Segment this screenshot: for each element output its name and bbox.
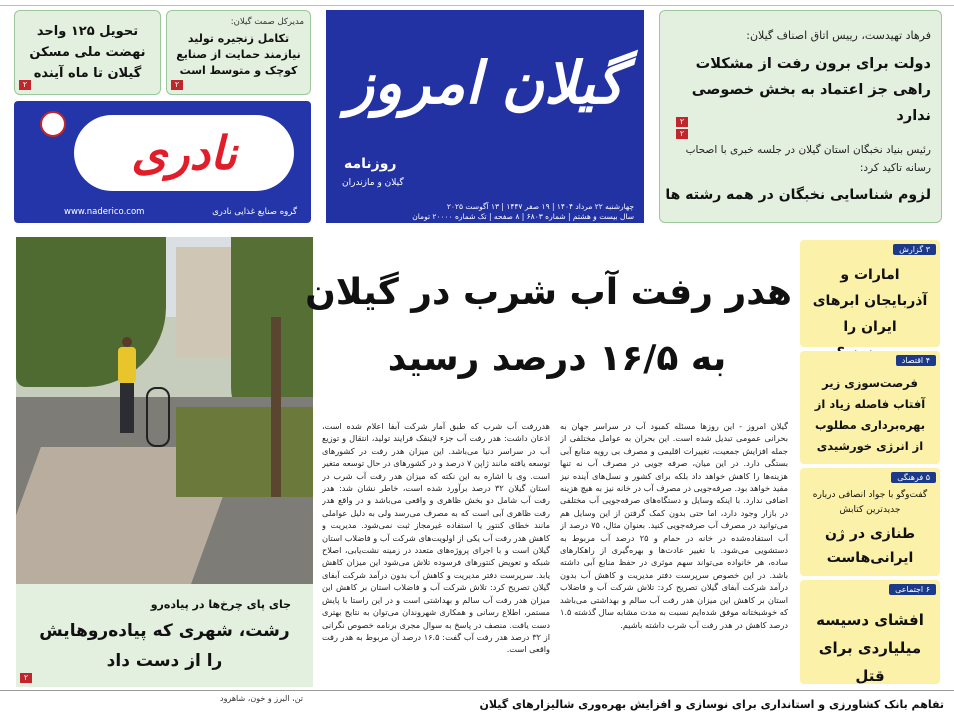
sidebar-economy-title: فرصت‌سوزی زیر آفتاب فاصله زیاد از بهره‌برداری مطلوب از انرژی خورشیدی <box>814 376 926 453</box>
photo-kicker: جای پای چرخ‌ها در پیاده‌رو <box>150 598 291 611</box>
sidebar-economy[interactable] <box>800 351 940 464</box>
top-border <box>0 0 954 6</box>
sidebar-social-title: افشای دسیسه میلیاردی برای قتل <box>816 611 924 685</box>
masthead-logo: گیلان امروز <box>346 49 624 117</box>
guild-kicker: فرهاد تهیدست، رییس اتاق اصناف گیلان: <box>746 29 931 42</box>
photo-person <box>114 337 140 437</box>
masthead-issue: سال بیست و هشتم | شماره ۶۸۰۳ | ۸ صفحه | تک شماره ۲۰۰۰۰ تومان <box>412 212 634 221</box>
photo-grass <box>176 407 313 497</box>
teaser-housing-title: تحویل ۱۲۵ واحد نهضت ملی مسکن گیلان تا ماه آینده <box>29 24 146 81</box>
sidebar-economy-label: ۴ اقتصاد <box>896 355 936 366</box>
masthead-region: گیلان و مازندران <box>342 178 404 188</box>
headline-line1: هدر رفت آب شرب در گیلان <box>305 272 792 313</box>
footer-right[interactable]: تفاهم بانک کشاورزی و استانداری برای نوسازی و افزایش بهره‌وری شالیزارهای گیلان <box>479 698 944 711</box>
ad-brand: نادری <box>74 115 294 191</box>
masthead-subtitle: روزنامه <box>344 156 397 172</box>
headline[interactable] <box>305 260 792 400</box>
ad-logo-badge <box>40 111 66 137</box>
sidebar-social-label: ۶ اجتماعی <box>889 584 936 595</box>
footer-left: تن، البرز و خون، شاهرود <box>220 694 304 703</box>
guild-title: دولت برای برون رفت از مشکلات راهی جز اعتماد به بخش خصوصی ندارد <box>691 56 931 124</box>
page-ref: ۲ <box>676 117 688 127</box>
elite-kicker: رئیس بنیاد نخبگان استان گیلان در جلسه خبری با اصحاب رسانه تاکید کرد: <box>685 144 931 174</box>
sidebar-social[interactable] <box>800 580 940 684</box>
photo-trees-left <box>16 237 166 387</box>
teaser-guild[interactable] <box>659 10 942 223</box>
teaser-industry[interactable] <box>166 10 311 95</box>
page-ref: ۲ <box>19 80 31 90</box>
sidebar-report-title: امارات و آذربایجان ابرهای ایران را <box>812 267 928 335</box>
page-ref: ۲ <box>171 80 183 90</box>
photo-tree-trunk <box>271 317 281 497</box>
photo-caption: رشت، شهری که پیاده‌روهایش را از دست داد <box>39 621 290 671</box>
ad-url: www.naderico.com <box>64 207 145 217</box>
footer-divider <box>0 690 954 691</box>
masthead <box>326 10 644 223</box>
ad-naderi[interactable] <box>14 101 311 223</box>
elite-title: لزوم شناسایی نخبگان در همه رشته ها <box>665 187 931 203</box>
teaser-industry-kicker: مدیرکل صمت گیلان: <box>230 17 304 27</box>
masthead-dateline: چهارشنبه ۲۲ مرداد ۱۴۰۴ | ۱۹ صفر ۱۴۴۷ | ۱۳ آگوست ۲۰۲۵ <box>446 202 634 211</box>
article-col-right: گیلان امروز - این روزها مسئله کمبود آب در سراسر جهان به بحرانی عمومی تبدیل شده است. این بحران به عوامل مختلفی از جمله افزایش جمعیت، تغییرات اقلیمی و مصرف بی رویه منابع آبی بستگی دارد. در این میان، صرفه جویی در مصرف آب نه تنها هزینه‌ها را کاهش خواهد داد بلکه برای کشور و نسل‌های آینده نیز مفید خواهد بود. صرفه‌جویی در مصرف آب در خانه نیز به هیچ هزینه اضافی ندارد. با اینکه وسایل و دستگاه‌های صرفه‌جویی آب مختلفی در بازار وجود دارد، اما حتی بدون کمک گرفتن از این وسایل هم می‌توانید در مصرف آب صرفه‌جویی کنید. بعنوان مثال، ۷۵ درصد از آب استفاده‌شده در خانه در حمام و ۲۵ درصد آب مربوط به دستشویی می‌شود. با تغییر عادت‌ها و بهره‌گیری از راهکارهای ساده، هر خانواده می‌تواند سهم موثری در حفظ منابع آبی داشته باشد. در این خصوص سرپرست دفتر مدیریت و کاهش آب بدون درآمد شرکت آبفای گیلان تصریح کرد: تلاش شرکت آب و فاضلاب استان بر کاهش این میزان هدر رفت آب سالم و بهداشتی می‌باشد که خوشبختانه موفق شده‌ایم نسبت به مدت مشابه سال گذشته ۱.۵ درصد کاهش در هدر رفت آب شرب داشته باشیم. <box>560 421 788 630</box>
sidebar-culture-label: ۵ فرهنگی <box>891 472 936 483</box>
photo-bicycle <box>146 387 170 447</box>
street-photo[interactable] <box>16 237 313 584</box>
photo-caption-box <box>16 584 313 687</box>
sidebar-report-label: ۳ گزارش <box>893 244 936 255</box>
sidebar-culture-title: طنازی در ژن ایرانی‌هاست <box>824 526 916 566</box>
sidebar-culture-kicker: گفت‌وگو با جواد انصافی درباره جدیدترین کتابش <box>812 490 928 515</box>
article-col-left: هدررفت آب شرب که طبق آمار شرکت آبفا اعلام شده است، اذعان داشت: هدر رفت آب جزء لاینفک فرایند تولید، انتقال و توزیع آب در سراسر دنیا می‌باشد. این میزان هدر رفت در کشورهای توسعه یافته مانند ژاپن ۷ درصد و در کشورهای در حال توسعه متغیر است. وی با اشاره به این نکته که میزان هدر رفت آب شرب در استان گیلان ۳۲ درصد برآورد شده است، خاطر نشان شد: هدر رفت آب شامل دو بخش ظاهری و واقعی می‌باشد و در واقع هدر رفت ظاهری آبی است که به مصرف می‌رسد ولی به دلیل عواملی مانند خطای کنتور یا استفاده غیرمجاز ثبت نمی‌شود. مدیریت و کاهش هدر رفت آب یکی از اولویت‌های شرکت آب و فاضلاب استان گیلان است و با اجرای پروژه‌های متعدد در زمینه نشت‌یابی، اصلاح شبکه و تعویض کنتورهای فرسوده تلاش می‌شود این میزان کاهش یابد. سرپرست دفتر مدیریت و کاهش آب بدون درآمد شرکت آبفای گیلان تصریح کرد: تلاش شرکت آب و فاضلاب استان بر کاهش این میزان هدر رفت آب سالم و بهداشتی است و در این راستا با پایش مستمر، اطلاع رسانی و همکاری شهروندان می‌توان به نتایج بهتری دست یافت. منصف در پاسخ به سوال مجری برنامه خصوص نگرانی از ۳۲ درصد هدر رفت آب گفت: ۱۶.۵ درصد آن مربوط به هدر رفت واقعی است. <box>322 421 550 655</box>
photo-building <box>176 247 236 357</box>
page-ref: ۲ <box>20 673 32 683</box>
sidebar-culture[interactable] <box>800 468 940 576</box>
sidebar-report[interactable] <box>800 240 940 347</box>
teaser-industry-title: تکامل زنجیره تولید نیازمند حمایت از صنایع کوچک و متوسط است <box>176 32 301 77</box>
teaser-housing[interactable] <box>14 10 161 95</box>
headline-line2: به ۱۶/۵ درصد رسید <box>387 338 727 379</box>
page-ref-2: ۲ <box>676 129 688 139</box>
ad-slogan: گروه صنایع غذایی نادری <box>212 207 297 217</box>
